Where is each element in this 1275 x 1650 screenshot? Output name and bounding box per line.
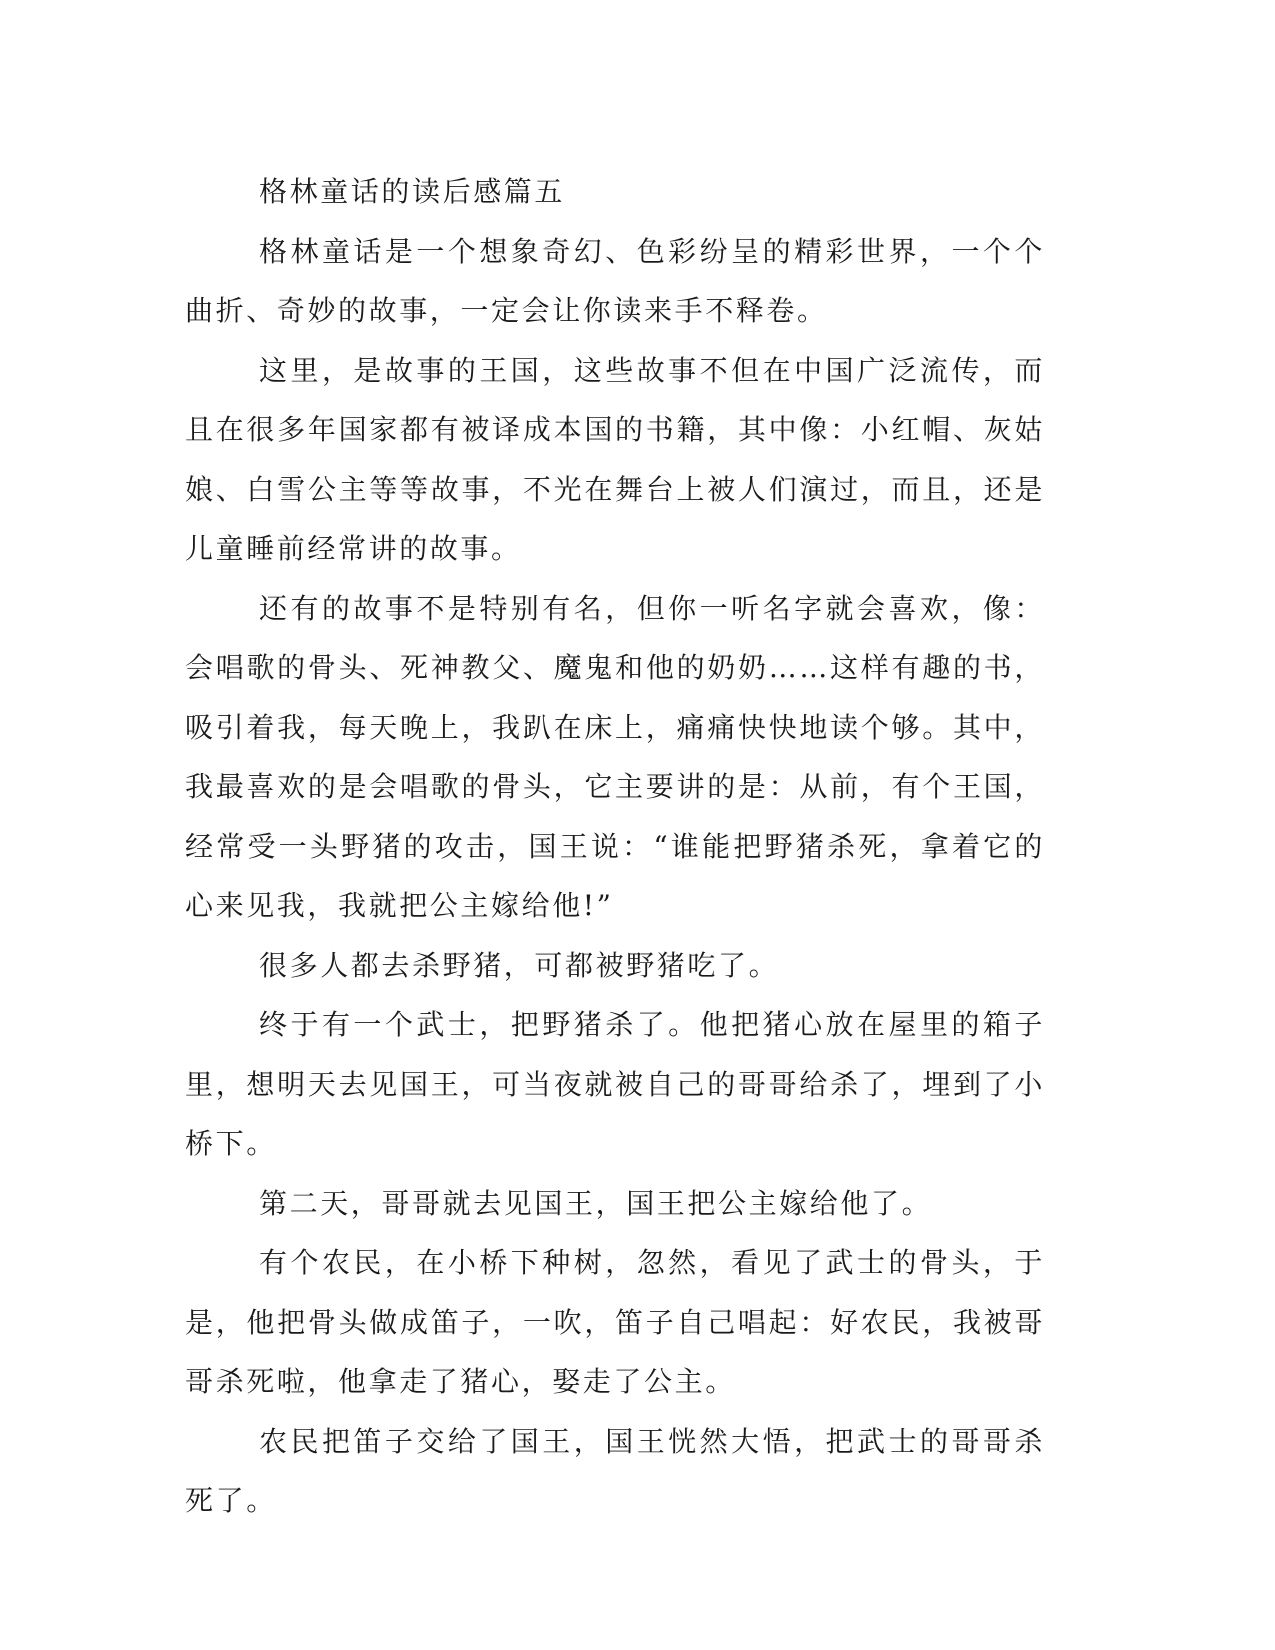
paragraph: 农民把笛子交给了国王，国王恍然大悟，把武士的哥哥杀死了。	[185, 1424, 1045, 1517]
document-title: 格林童话的读后感篇五	[259, 175, 566, 208]
paragraph: 第二天，哥哥就去见国王，国王把公主嫁给他了。	[259, 1186, 933, 1220]
paragraph: 终于有一个武士，把野猪杀了。他把猪心放在屋里的箱子里，想明天去见国王，可当夜就被自己的哥哥给杀了，埋到了小桥下。	[185, 1008, 1045, 1160]
document-page	[185, 162, 1045, 1531]
paragraph: 很多人都去杀野猪，可都被野猪吃了。	[259, 948, 780, 982]
paragraph: 格林童话是一个想象奇幻、色彩纷呈的精彩世界，一个个曲折、奇妙的故事，一定会让你读来手不释卷。	[185, 234, 1045, 327]
paragraph: 有个农民，在小桥下种树，忽然，看见了武士的骨头，于是，他把骨头做成笛子，一吹，笛子自己唱起：好农民，我被哥哥杀死啦，他拿走了猪心，娶走了公主。	[185, 1246, 1045, 1398]
paragraph: 还有的故事不是特别有名，但你一听名字就会喜欢，像：会唱歌的骨头、死神教父、魔鬼和他的奶奶……这样有趣的书，吸引着我，每天晚上，我趴在床上，痛痛快快地读个够。其中，我最喜欢的是会唱歌的骨头，它主要讲的是：从前，有个王国，经常受一头野猪的攻击，国王说：“谁能把野猪杀死，拿着它的心来见我，我就把公主嫁给他!”	[185, 591, 1045, 922]
paragraph: 这里，是故事的王国，这些故事不但在中国广泛流传，而且在很多年国家都有被译成本国的书籍，其中像：小红帽、灰姑娘、白雪公主等等故事，不光在舞台上被人们演过，而且，还是儿童睡前经常讲的故事。	[185, 353, 1045, 565]
